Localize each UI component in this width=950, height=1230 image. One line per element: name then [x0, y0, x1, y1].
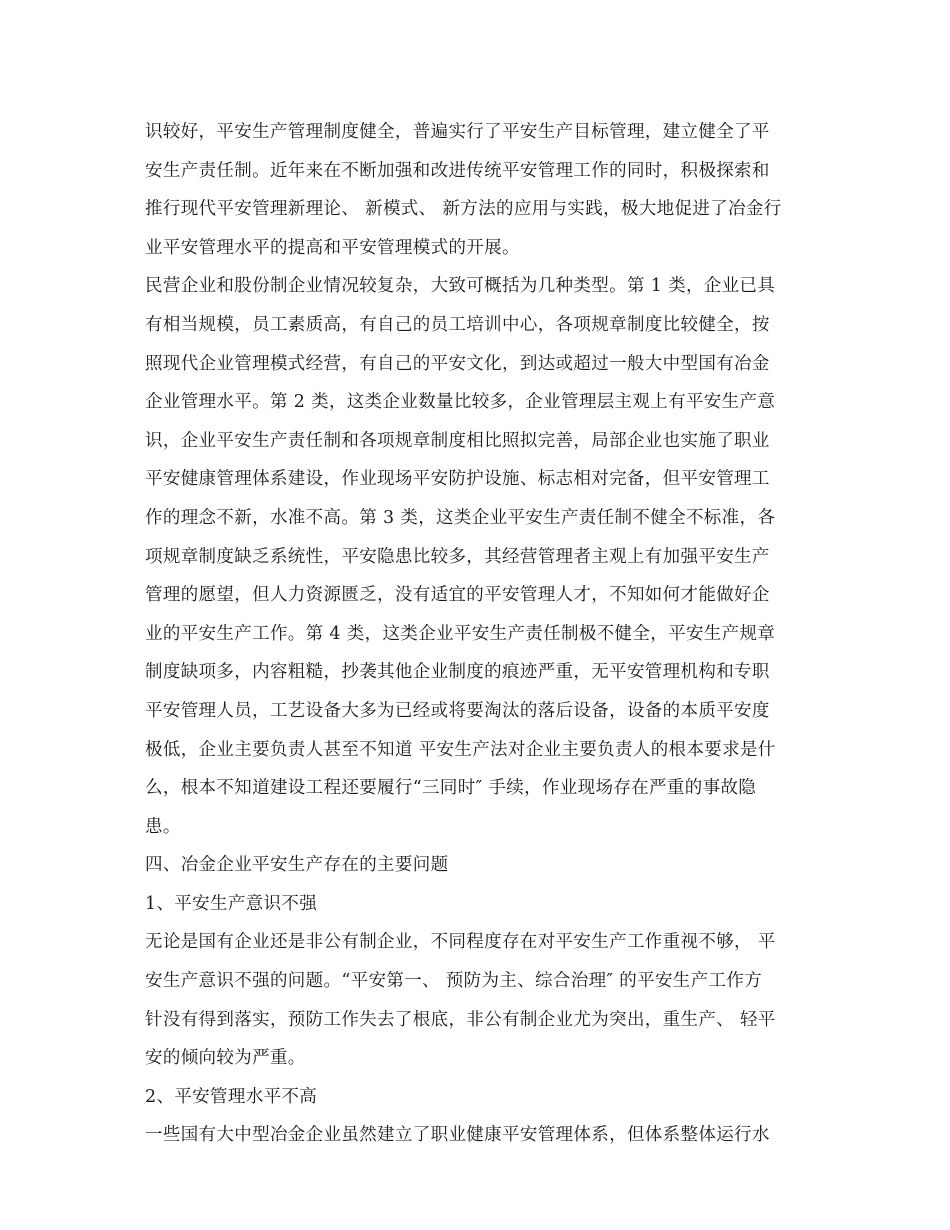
text-line: 业平安管理水平的提高和平安管理模式的开展。 — [145, 237, 520, 258]
text-line: 项规章制度缺乏系统性，平安隐患比较多，其经营管理者主观上有加强平安生产 — [145, 546, 770, 567]
document-body — [145, 113, 810, 1155]
text-line: 安的倾向较为严重。 — [145, 1048, 306, 1069]
text-line: 企业管理水平。第 2 类，这类企业数量比较多，企业管理层主观上有平安生产意 — [145, 392, 776, 413]
text-line: 安生产责任制。近年来在不断加强和改进传统平安管理工作的同时，积极探索和 — [145, 160, 770, 181]
text-line: 么，根本不知道建设工程还要履行“三同时″ 手续，作业现场存在严重的事故隐 — [145, 778, 757, 799]
text-line: 业的平安生产工作。第 4 类，这类企业平安生产责任制极不健全，平安生产规章 — [145, 623, 776, 644]
text-line: 针没有得到落实，预防工作失去了根底，非公有制企业尤为突出，重生产、 轻平 — [145, 1009, 776, 1030]
text-line: 极低，企业主要负责人甚至不知道 平安生产法对企业主要负责人的根本要求是什 — [145, 739, 776, 760]
text-line: 作的理念不新，水准不高。第 3 类，这类企业平安生产责任制不健全不标准，各 — [145, 507, 776, 528]
text-line: 一些国有大中型冶金企业虽然建立了职业健康平安管理体系，但体系整体运行水 — [145, 1125, 770, 1146]
text-line: 识较好，平安生产管理制度健全，普遍实行了平安生产目标管理，建立健全了平 — [145, 122, 770, 142]
text-line: 推行现代平安管理新理论、 新模式、 新方法的应用与实践，极大地促进了冶金行 — [145, 199, 782, 220]
text-line: 安生产意识不强的问题。“平安第一、 预防为主、综合治理″ 的平安生产工作方 — [145, 971, 763, 992]
text-line: 照现代企业管理模式经营，有自己的平安文化，到达或超过一般大中型国有冶金 — [145, 353, 770, 374]
text-line: 有相当规模，员工素质高，有自己的员工培训中心，各项规章制度比较健全，按 — [145, 314, 770, 335]
text-line: 识，企业平安生产责任制和各项规章制度相比照拟完善，局部企业也实施了职业 — [145, 430, 770, 451]
subsection-heading: 1、平安生产意识不强 — [145, 893, 318, 914]
text-line: 无论是国有企业还是非公有制企业，不同程度存在对平安生产工作重视不够， 平 — [145, 932, 776, 953]
text-line: 平安健康管理体系建设，作业现场平安防护设施、标志相对完备，但平安管理工 — [145, 469, 770, 490]
text-line: 平安管理人员，工艺设备大多为已经或将要淘汰的落后设备，设备的本质平安度 — [145, 700, 770, 721]
section-heading: 四、冶金企业平安生产存在的主要问题 — [145, 855, 449, 876]
text-line: 民营企业和股份制企业情况较复杂，大致可概括为几种类型。第 1 类，企业已具 — [145, 276, 776, 297]
text-line: 患。 — [145, 816, 181, 837]
subsection-heading: 2、平安管理水平不高 — [145, 1086, 318, 1107]
text-line: 管理的愿望，但人力资源匮乏，没有适宜的平安管理人才，不知如何才能做好企 — [145, 585, 770, 606]
text-line: 制度缺项多，内容粗糙，抄袭其他企业制度的痕迹严重，无平安管理机构和专职 — [145, 662, 770, 683]
